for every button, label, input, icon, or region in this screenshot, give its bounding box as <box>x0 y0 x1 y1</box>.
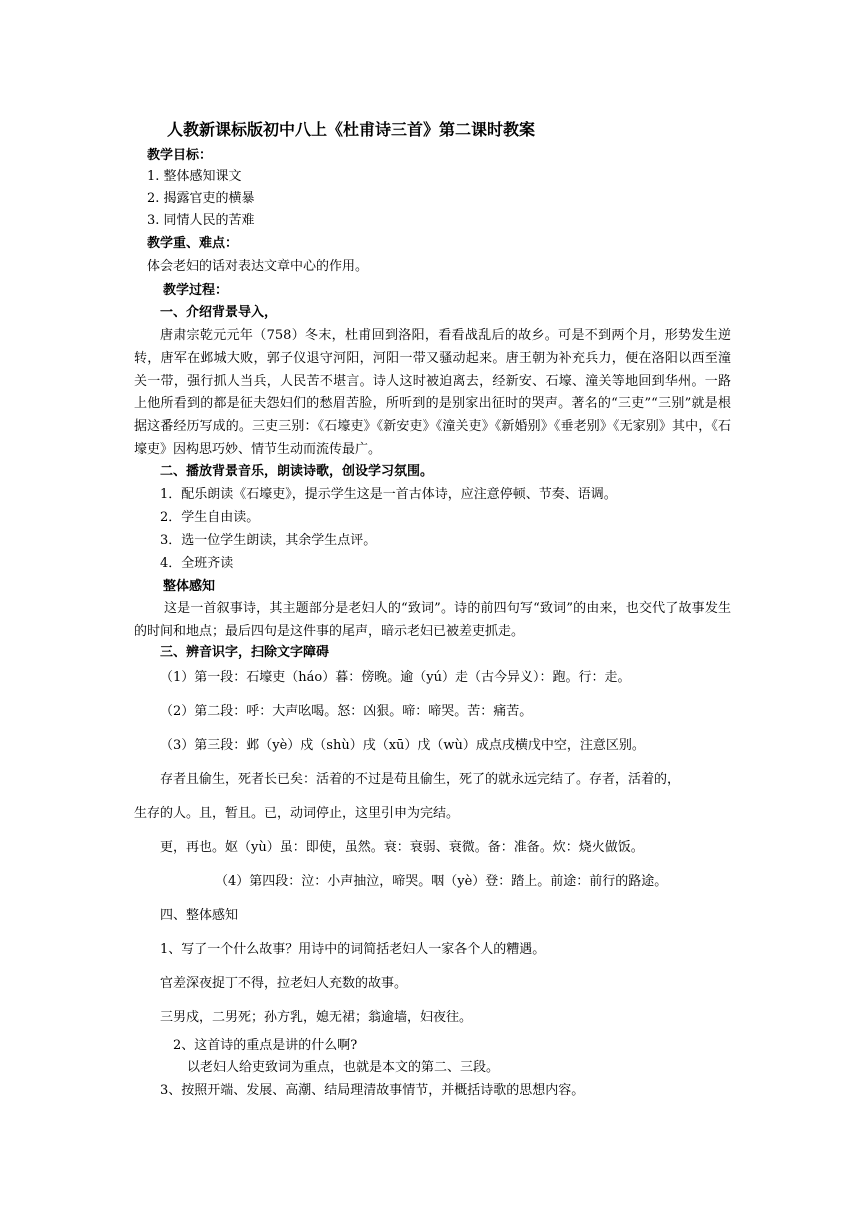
question-1: 1、写了一个什么故事？用诗中的词简括老妇人一家各个人的糟遇。 <box>160 942 546 957</box>
section2-item: 3．选一位学生朗读，其余学生点评。 <box>160 533 377 548</box>
section2-item: 4．全班齐读 <box>160 556 234 571</box>
process-heading: 教学过程： <box>163 283 229 298</box>
page-title: 人教新课标版初中八上《杜甫诗三首》第二课时教案 <box>167 120 536 139</box>
section1-heading: 一、介绍背景导入， <box>160 305 278 320</box>
overall-paragraph: 这是一首叙事诗，其主题部分是老妇人的“致词”。诗的前四句写“致词”的由来，也交代了故事发生的时间和地点；最后四句是这件事的尾声，暗示老妇已被差吏抓走。 <box>134 601 731 639</box>
question-3: 3、按照开端、发展、高潮、结局理清故事情节，并概括诗歌的思想内容。 <box>160 1083 585 1098</box>
section4-heading: 四、整体感知 <box>160 908 239 923</box>
key-points-heading: 教学重、难点： <box>147 236 239 251</box>
vocab-paragraph-4-cont: 生存的人。且，暂且。已，动词停止，这里引申为完结。 <box>134 806 460 821</box>
vocab-paragraph-1: （1）第一段：石壕吏（háo）暮：傍晚。逾（yú）走（古今异义）：跑。行：走。 <box>160 670 631 685</box>
vocab-paragraph-3: （3）第三段：邺（yè）戍（shù）戌（xū）戊（wù）成点戌横戊中空，注意区别。 <box>160 738 645 753</box>
objective-item: 2. 揭露官吏的横暴 <box>147 191 255 206</box>
section2-heading: 二、播放背景音乐，朗读诗歌，创设学习氛围。 <box>160 464 434 479</box>
objective-item: 1. 整体感知课文 <box>147 169 242 184</box>
vocab-paragraph-5: 更，再也。妪（yù）虽：即使，虽然。衰：衰弱、衰微。备：准备。炊：烧火做饭。 <box>160 840 644 855</box>
section3-heading: 三、辨音识字，扫除文字障碍 <box>160 645 330 660</box>
objectives-heading: 教学目标： <box>147 148 213 163</box>
answer-1b: 三男戍，二男死；孙方乳，媳无裙；翁逾墙，妇夜往。 <box>160 1010 473 1025</box>
vocab-paragraph-6: （4）第四段：泣：小声抽泣，啼哭。咽（yè）登：踏上。前途：前行的路途。 <box>215 874 668 889</box>
section1-paragraph: 唐肃宗乾元元年（758）冬末，杜甫回到洛阳，看看战乱后的故乡。可是不到两个月，形势发生逆转，唐军在邺城大败，郭子仪退守河阳，河阳一带又骚动起来。唐王朝为补充兵力，便在洛阳以西至潼关一带，强行抓人当兵，人民苦不堪言。诗人这时被迫离去，经新安、石壕、潼关等地回到华州。一路上他所看到的都是征夫怨妇们的愁眉苦脸，所听到的是别家出征时的哭声。著名的“三吏”“三别”就是根据这番经历写成的。三吏三别：《石壕吏》《新安吏》《潼关吏》《新婚别》《垂老别》《无家别》其中，《石壕吏》因构思巧妙、情节生动而流传最广。 <box>134 328 731 457</box>
overall-heading: 整体感知 <box>163 579 216 594</box>
vocab-paragraph-4: 存者且偷生，死者长已矣：活着的不过是苟且偷生，死了的就永远完结了。存者，活着的， <box>160 772 681 787</box>
section2-item: 1．配乐朗读《石壕吏》，提示学生这是一首古体诗，应注意停顿、节奏、语调。 <box>160 487 617 502</box>
section2-item: 2．学生自由读。 <box>160 510 260 525</box>
objective-item: 3. 同情人民的苦难 <box>147 213 255 228</box>
question-2: 2、这首诗的重点是讲的什么啊? <box>173 1038 358 1053</box>
key-points-text: 体会老妇的话对表达文章中心的作用。 <box>147 259 369 274</box>
answer-1: 官差深夜捉丁不得，拉老妇人充数的故事。 <box>160 976 408 991</box>
vocab-paragraph-2: （2）第二段：呼：大声吆喝。怒：凶狠。啼：啼哭。苦：痛苦。 <box>160 704 533 719</box>
answer-2: 以老妇人给吏致词为重点，也就是本文的第二、三段。 <box>187 1060 500 1075</box>
